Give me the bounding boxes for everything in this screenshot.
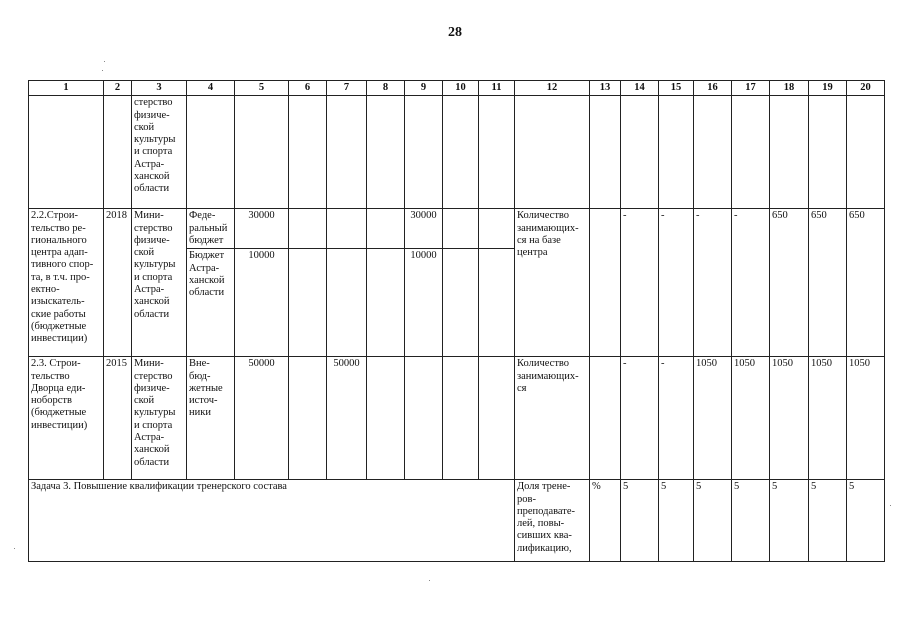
header-cell: 11: [479, 81, 515, 96]
table-cell: [327, 209, 367, 249]
table-cell: [443, 249, 479, 357]
indicator-cell: Доля трене- ров- преподавате- лей, повы- сивших ква- лификацию,: [515, 480, 590, 562]
table-cell: [809, 96, 847, 209]
header-cell: 20: [847, 81, 885, 96]
indicator-cell: Количество занимающих- ся: [515, 357, 590, 480]
executor-cell: Мини- стерство физиче- ской культуры и спорта Астра- ханской области: [132, 357, 187, 480]
table-cell: [187, 96, 235, 209]
table-cell: [515, 96, 590, 209]
indicator-value-cell: 650: [847, 209, 885, 357]
header-cell: 17: [732, 81, 770, 96]
indicator-value-cell: 5: [809, 480, 847, 562]
year-cell: 2015: [104, 357, 132, 480]
scan-speck: [102, 70, 103, 71]
indicator-value-cell: 5: [621, 480, 659, 562]
task-row: [29, 480, 885, 562]
table-cell: [29, 96, 104, 209]
header-cell: 4: [187, 81, 235, 96]
header-cell: 2: [104, 81, 132, 96]
table-cell: [479, 357, 515, 480]
header-cell: 13: [590, 81, 621, 96]
funding-source-cell: Феде- ральный бюджет: [187, 209, 235, 249]
table-cell: [367, 209, 405, 249]
executor-cell: Мини- стерство физиче- ской культуры и спорта Астра- ханской области: [132, 209, 187, 357]
task-title-cell: Задача 3. Повышение квалификации тренерского состава: [29, 480, 515, 562]
header-cell: 16: [694, 81, 732, 96]
indicator-value-cell: -: [621, 357, 659, 480]
scan-speck: [429, 580, 430, 581]
header-row: [29, 81, 885, 96]
year-cell: 2018: [104, 209, 132, 357]
table-cell: [289, 96, 327, 209]
header-cell: 9: [405, 81, 443, 96]
header-cell: 19: [809, 81, 847, 96]
header-cell: 6: [289, 81, 327, 96]
table-cell: [405, 96, 443, 209]
table-cell: [659, 96, 694, 209]
scan-speck: [890, 505, 891, 506]
indicator-value-cell: -: [659, 357, 694, 480]
amount-cell: 50000: [235, 357, 289, 480]
table-cell: [104, 96, 132, 209]
amount-cell: 30000: [405, 209, 443, 249]
header-cell: 1: [29, 81, 104, 96]
indicator-cell: Количество занимающих- ся на базе центра: [515, 209, 590, 357]
table-cell: [235, 96, 289, 209]
indicator-value-cell: 650: [770, 209, 809, 357]
continuation-row: [29, 96, 885, 209]
header-cell: 7: [327, 81, 367, 96]
header-cell: 3: [132, 81, 187, 96]
indicator-value-cell: 5: [732, 480, 770, 562]
table-cell: [405, 357, 443, 480]
indicator-value-cell: 5: [659, 480, 694, 562]
table-cell: [327, 96, 367, 209]
table-cell: [770, 96, 809, 209]
indicator-value-cell: 1050: [770, 357, 809, 480]
indicator-value-cell: 1050: [847, 357, 885, 480]
table-cell: [479, 96, 515, 209]
header-cell: 15: [659, 81, 694, 96]
indicator-value-cell: 5: [694, 480, 732, 562]
indicator-value-cell: -: [732, 209, 770, 357]
table-cell: [327, 249, 367, 357]
header-cell: 8: [367, 81, 405, 96]
indicator-value-cell: 5: [847, 480, 885, 562]
indicator-value-cell: -: [694, 209, 732, 357]
indicator-value-cell: 1050: [809, 357, 847, 480]
indicator-value-cell: 650: [809, 209, 847, 357]
page-number: 28: [448, 25, 462, 40]
table-cell: [289, 357, 327, 480]
header-cell: 18: [770, 81, 809, 96]
table-row: [29, 357, 885, 480]
measure-name-cell: 2.3. Строи- тельство Дворца еди- ноборств (бюджетные инвестиции): [29, 357, 104, 480]
program-table: [28, 80, 885, 562]
indicator-value-cell: 1050: [732, 357, 770, 480]
table-cell: [847, 96, 885, 209]
unit-cell: %: [590, 480, 621, 562]
amount-cell: 30000: [235, 209, 289, 249]
header-cell: 12: [515, 81, 590, 96]
amount-cell: 10000: [235, 249, 289, 357]
header-cell: 5: [235, 81, 289, 96]
scan-speck: [14, 548, 15, 549]
indicator-value-cell: -: [659, 209, 694, 357]
table-cell: [443, 357, 479, 480]
table-cell: [367, 96, 405, 209]
table-cell: [443, 209, 479, 249]
amount-cell: 10000: [405, 249, 443, 357]
table-cell: [443, 96, 479, 209]
table-cell: [590, 96, 621, 209]
table-cell: [694, 96, 732, 209]
indicator-value-cell: 5: [770, 480, 809, 562]
table-cell: [479, 249, 515, 357]
header-cell: 10: [443, 81, 479, 96]
table-cell: [367, 357, 405, 480]
table-cell: [479, 209, 515, 249]
table-cell: [590, 357, 621, 480]
table-row: [29, 209, 885, 249]
indicator-value-cell: -: [621, 209, 659, 357]
measure-name-cell: 2.2.Строи- тельство ре- гионального центра адап- тивного спор- та, в т.ч. про- ектно- изыскатель- ские работы (бюджетные инвестиции): [29, 209, 104, 357]
table-cell: [590, 209, 621, 357]
table-cell: [289, 209, 327, 249]
table-cell: [289, 249, 327, 357]
table-cell: [621, 96, 659, 209]
indicator-value-cell: 1050: [694, 357, 732, 480]
funding-source-cell: Бюджет Астра- ханской области: [187, 249, 235, 357]
amount-cell: 50000: [327, 357, 367, 480]
executor-cell: стерство физиче- ской культуры и спорта Астра- ханской области: [132, 96, 187, 209]
funding-source-cell: Вне- бюд- жетные источ- ники: [187, 357, 235, 480]
header-cell: 14: [621, 81, 659, 96]
table-cell: [732, 96, 770, 209]
scan-speck: [104, 61, 105, 62]
table-cell: [367, 249, 405, 357]
